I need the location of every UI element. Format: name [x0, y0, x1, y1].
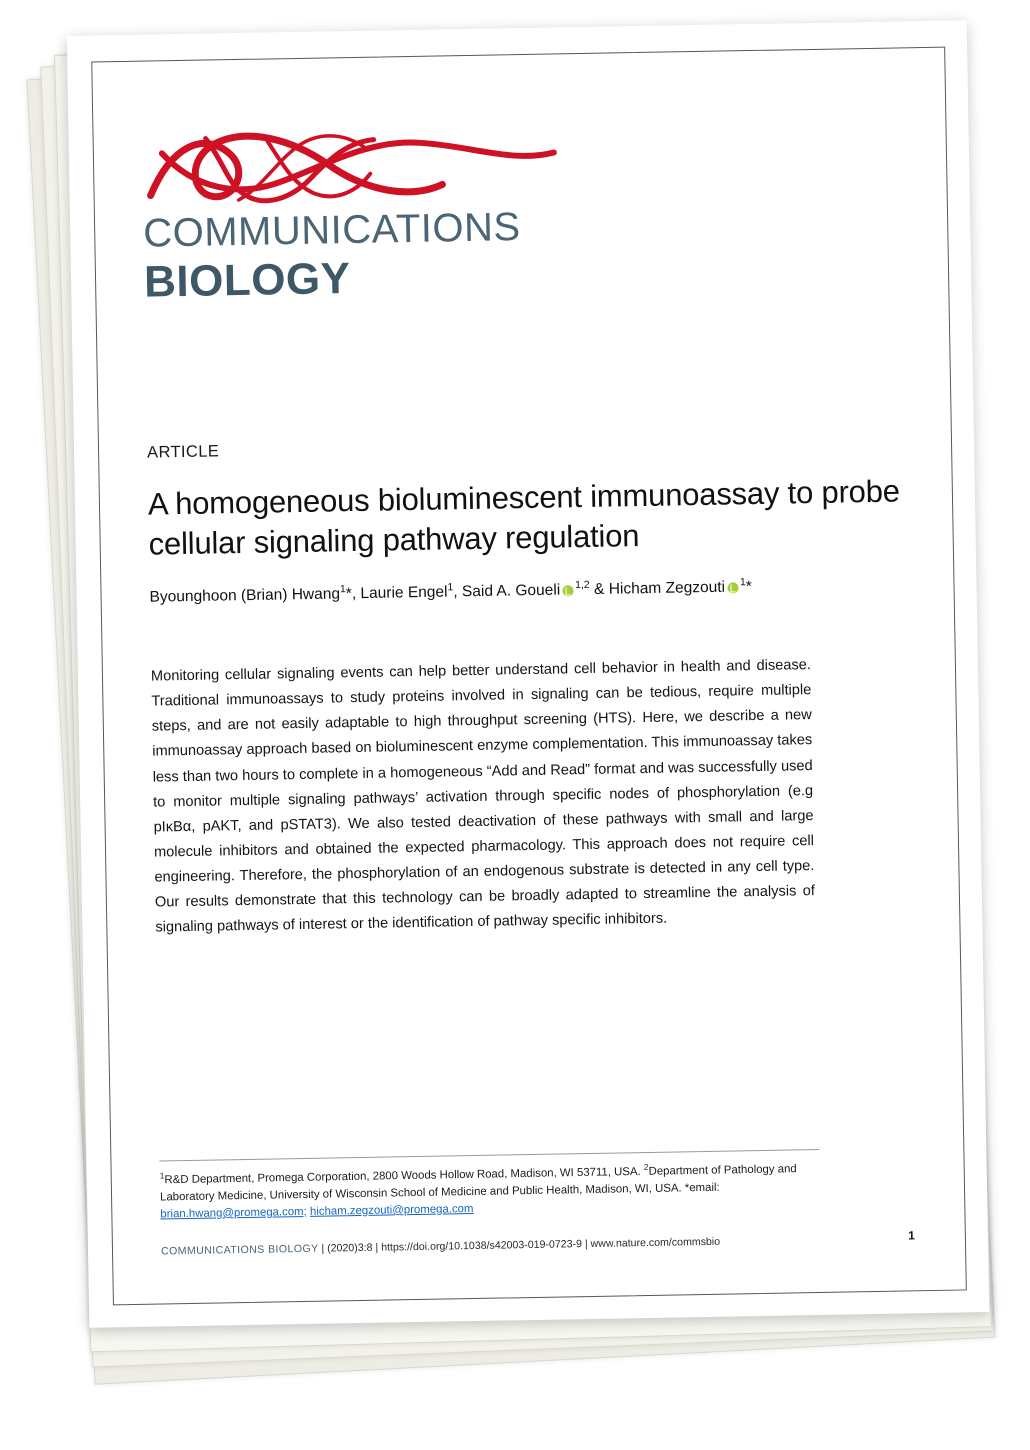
orcid-icon[interactable]	[562, 585, 573, 596]
page-content	[141, 110, 921, 1285]
page-title: A homogeneous bioluminescent immunoassay to probe cellular signaling pathway regulation	[147, 473, 901, 562]
affiliation-1: R&D Department, Promega Corporation, 2800 Woods Hollow Road, Madison, WI 53711, USA.	[164, 1165, 641, 1187]
affiliation-2: Department of Pathology and Laboratory Medicine, University of Wisconsin School of Medicine and Public Health, Madison, WI, USA.	[159, 1163, 797, 1204]
author-list: Byounghoon (Brian) Hwang$^1$*, Laurie Engel$^1$, Said A. Goueli $^{1,2}$ & Hicham Zegzouti $^1$*	[149, 576, 753, 607]
article-page	[67, 20, 989, 1328]
email-link-hicham[interactable]: hicham.zegzouti@promega.com	[309, 1202, 474, 1218]
journal-masthead	[141, 110, 905, 333]
abstract-text: Monitoring cellular signaling events can help better understand cell behavior in health and disease. Traditional immunoassays to study proteins involved in signaling can be tedious, require multiple steps, and are not easily adaptable to high throughput screening (HTS). Here, we describe a new immunoassay approach based on bioluminescent enzyme complementation. This immunoassay takes less than two hours to complete in a homogeneous “Add and Read” format and was successfully used to monitor multiple signaling pathways’ activation through specific nodes of phosphorylation (e.g pIκBα, pAKT, and pSTAT3). We also tested deactivation of these pathways with small and large molecule inhibitors and obtained the expected pharmacology. This approach does not require cell engineering. Therefore, the phosphorylation of an endogenous substrate is detected in any cell type. Our results demonstrate that this technology can be broadly adapted to streamline the analysis of signaling pathways of interest or the identification of pathway specific inhibitors.	[150, 657, 815, 936]
journal-title-line-2: BIOLOGY	[143, 254, 351, 307]
footer-brand: COMMUNICATIONS BIOLOGY	[160, 1242, 319, 1258]
article-type-label: ARTICLE	[146, 442, 220, 462]
page-footer	[159, 1147, 921, 1257]
page-number: 1	[908, 1228, 915, 1243]
page-border-frame	[91, 47, 967, 1306]
correspondence-label: *email:	[684, 1181, 720, 1195]
footer-citation: | (2020)3:8 | https://doi.org/10.1038/s42003-019-0723-9 | www.nature.com/commsbio	[321, 1235, 721, 1255]
affiliations: $^1$R&D Department, Promega Corporation, 2800 Woods Hollow Road, Madison, WI 53711, USA. $^2$Department of Pathology and Laboratory Medicine, University of Wisconsin School of Medicine and Public Health, Madison, WI, USA. *email: brian.hwang@promega.com; hicham.zegzouti@promega.com	[159, 1161, 797, 1221]
communications-biology-swirl-logo-icon	[141, 116, 563, 213]
email-link-brian[interactable]: brian.hwang@promega.com;	[160, 1205, 307, 1221]
orcid-icon[interactable]	[727, 582, 738, 593]
journal-title-line-1: COMMUNICATIONS	[142, 205, 521, 256]
footer-citation-bar	[161, 1232, 921, 1257]
